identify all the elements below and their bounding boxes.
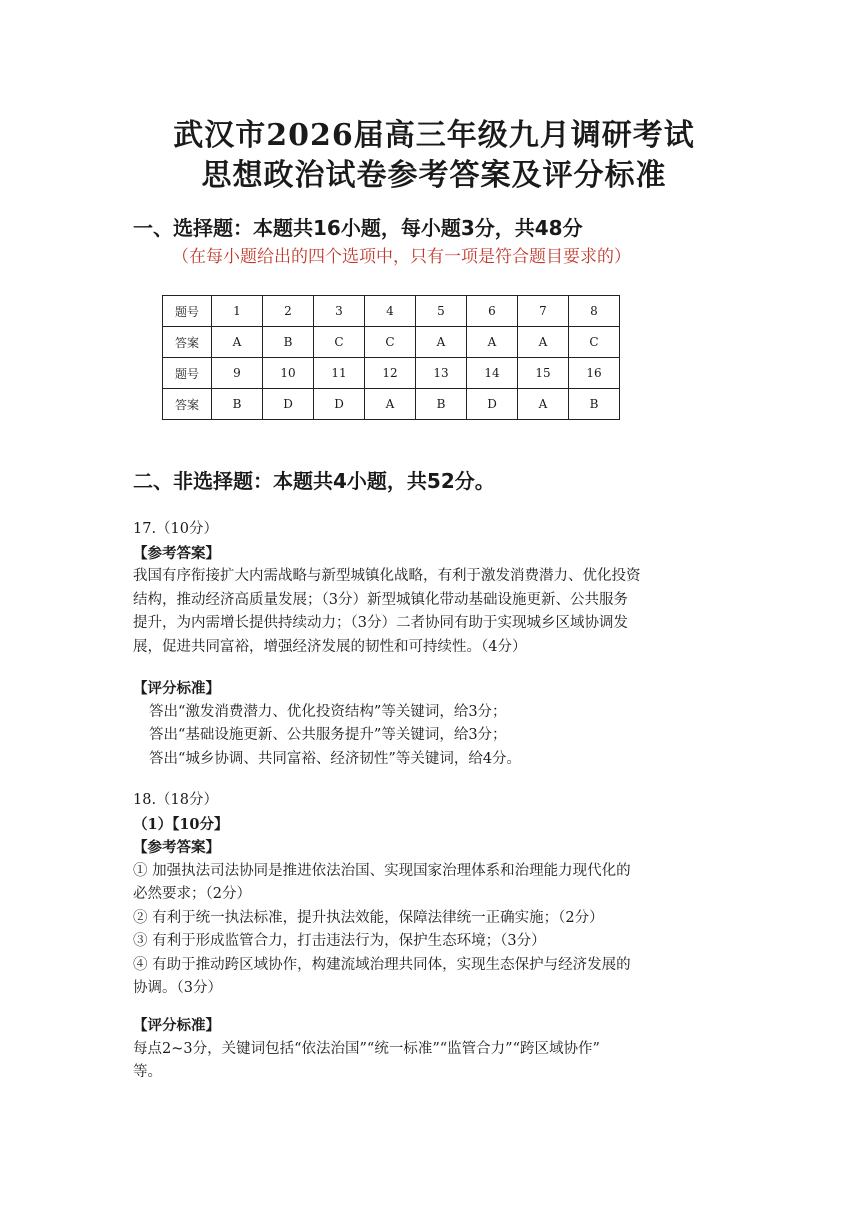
table-cell: 11 — [314, 358, 365, 389]
table-cell: B — [416, 389, 467, 420]
table-cell: D — [263, 389, 314, 420]
table-cell: B — [212, 389, 263, 420]
q18-sub1-label: （1）【10分】 — [133, 815, 229, 833]
table-row — [163, 389, 620, 420]
table-row — [163, 358, 620, 389]
table-cell: 5 — [416, 296, 467, 327]
table-cell: 7 — [518, 296, 569, 327]
q17-title: 17.（10分） — [133, 521, 219, 537]
q18-ref-label: 【参考答案】 — [133, 839, 220, 856]
table-cell: 4 — [365, 296, 416, 327]
q17-answer-line: 展，促进共同富裕，增强经济发展的韧性和可持续性。（4分） — [133, 638, 527, 655]
table-cell: D — [467, 389, 518, 420]
q18-criteria-label: 【评分标准】 — [133, 1017, 220, 1034]
section1-note: （在每小题给出的四个选项中，只有一项是符合题目要求的） — [172, 247, 631, 267]
table-cell: 6 — [467, 296, 518, 327]
table-cell: B — [569, 389, 620, 420]
table-cell: B — [263, 327, 314, 358]
q18-criteria-block — [133, 1014, 738, 1085]
q17-criteria-line: 答出“激发消费潜力、优化投资结构”等关键词，给3分； — [149, 703, 507, 720]
q17-ref-label: 【参考答案】 — [133, 544, 220, 562]
page-title-line2: 思想政治试卷参考答案及评分标准 — [201, 158, 667, 193]
q18-title: 18.（18分） — [133, 792, 219, 808]
q17-criteria-line: 答出“基础设施更新、公共服务提升”等关键词，给3分； — [149, 727, 507, 743]
table-cell: C — [365, 327, 416, 358]
table-cell: A — [416, 327, 467, 358]
q18-answer-line: ① 加强执法司法协同是推进依法治国、实现国家治理体系和治理能力现代化的 — [133, 862, 631, 879]
table-cell: 9 — [212, 358, 263, 389]
table-cell: 14 — [467, 358, 518, 389]
q18-answer-line: ③ 有利于形成监管合力，打击违法行为，保护生态环境；（3分） — [133, 933, 546, 949]
table-cell: A — [365, 389, 416, 420]
q17-answer-line: 结构，推动经济高质量发展；（3分）新型城镇化带动基础设施更新、公共服务 — [133, 591, 628, 608]
table-cell: 1 — [212, 296, 263, 327]
page-title-line1: 武汉市2026届高三年级九月调研考试 — [173, 118, 695, 153]
table-cell: 13 — [416, 358, 467, 389]
table-cell: 12 — [365, 358, 416, 389]
section1-heading: 一、选择题：本题共16小题，每小题3分，共48分 — [133, 216, 583, 240]
table-cell: A — [518, 389, 569, 420]
table-cell: 16 — [569, 358, 620, 389]
table-cell: D — [314, 389, 365, 420]
q18-criteria-line: 每点2~3分，关键词包括“依法治国”“统一标准”“监管合力”“跨区域协作” — [133, 1040, 600, 1057]
table-row — [163, 296, 620, 327]
table-cell: C — [314, 327, 365, 358]
q18-answer-line: 必然要求；（2分） — [133, 886, 251, 902]
q17-answer-line: 提升，为内需增长提供持续动力；（3分）二者协同有助于实现城乡区域协调发 — [133, 615, 628, 631]
q18-block — [133, 789, 738, 1001]
q18-criteria-line: 等。 — [133, 1064, 162, 1080]
q18-answer-line: 协调。（3分） — [133, 980, 222, 996]
q17-criteria-block — [133, 677, 738, 771]
q17-answer-line: 我国有序衔接扩大内需战略与新型城镇化战略，有利于激发消费潜力、优化投资 — [133, 568, 641, 584]
q17-criteria-line: 答出“城乡协调、共同富裕、经济韧性”等关键词，给4分。 — [149, 750, 522, 767]
table-header-cell: 题号 — [163, 358, 212, 389]
table-cell: A — [467, 327, 518, 358]
table-cell: A — [212, 327, 263, 358]
q18-answer-line: ④ 有助于推动跨区域协作，构建流域治理共同体，实现生态保护与经济发展的 — [133, 956, 631, 973]
table-cell: C — [569, 327, 620, 358]
answer-table — [162, 295, 620, 420]
q17-block — [133, 518, 738, 659]
section2-heading: 二、非选择题：本题共4小题，共52分。 — [133, 469, 495, 493]
q18-answer-line: ② 有利于统一执法标准，提升执法效能，保障法律统一正确实施；（2分） — [133, 909, 604, 926]
table-header-cell: 题号 — [163, 296, 212, 327]
table-header-cell: 答案 — [163, 389, 212, 420]
table-row — [163, 327, 620, 358]
table-cell: 8 — [569, 296, 620, 327]
table-cell: 2 — [263, 296, 314, 327]
table-header-cell: 答案 — [163, 327, 212, 358]
q17-criteria-label: 【评分标准】 — [133, 680, 220, 697]
table-cell: A — [518, 327, 569, 358]
table-cell: 10 — [263, 358, 314, 389]
table-cell: 15 — [518, 358, 569, 389]
table-cell: 3 — [314, 296, 365, 327]
